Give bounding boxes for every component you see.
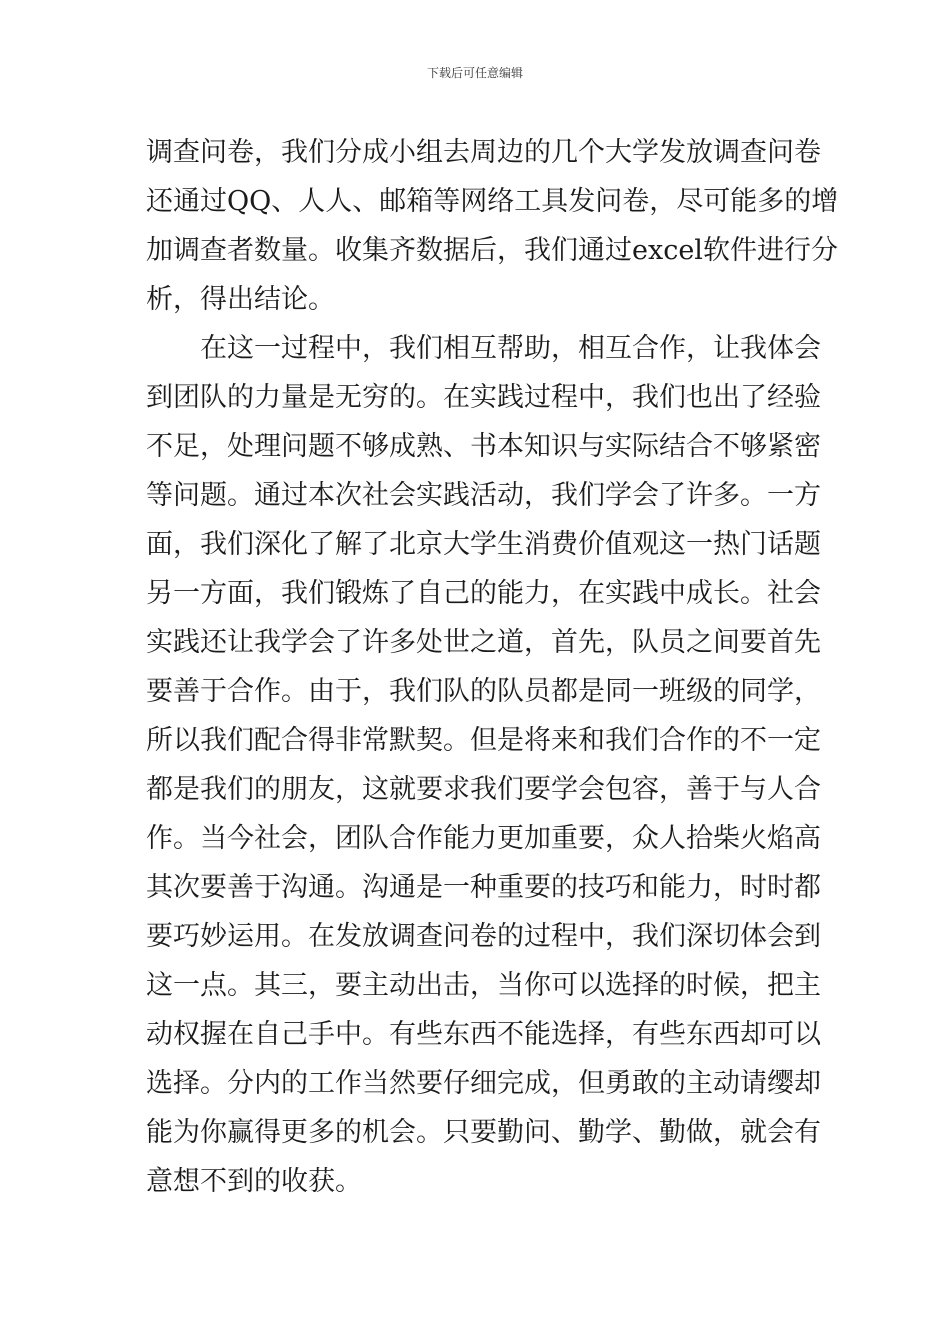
text-line: 调查问卷，我们分成小组去周边的几个大学发放调查问卷	[146, 137, 821, 168]
text-line: 面，我们深化了解了北京大学生消费价值观这一热门话题	[146, 529, 821, 560]
text-line: 到团队的力量是无穷的。在实践过程中，我们也出了经验	[146, 382, 821, 413]
text-line: 加调查者数量。收集齐数据后，我们通过excel软件进行分	[146, 235, 838, 266]
text-line: 析，得出结论。	[146, 284, 335, 315]
text-line: 其次要善于沟通。沟通是一种重要的技巧和能力，时时都	[146, 872, 821, 903]
paragraph-2	[146, 324, 821, 1206]
text-line: 要善于合作。由于，我们队的队员都是同一班级的同学，	[146, 676, 821, 707]
header-note: 下载后可任意编辑	[426, 66, 523, 80]
text-line: 等问题。通过本次社会实践活动，我们学会了许多。一方	[146, 480, 821, 511]
text-line: 不足，处理问题不够成熟、书本知识与实际结合不够紧密	[146, 431, 821, 462]
text-line: 都是我们的朋友，这就要求我们要学会包容，善于与人合	[146, 774, 821, 805]
text-line: 动权握在自己手中。有些东西不能选择，有些东西却可以	[146, 1019, 821, 1050]
text-line: 作。当今社会，团队合作能力更加重要，众人拾柴火焰高	[146, 823, 821, 854]
text-line: 实践还让我学会了许多处世之道，首先，队员之间要首先	[146, 627, 821, 658]
body-text	[146, 128, 839, 1206]
text-line: 所以我们配合得非常默契。但是将来和我们合作的不一定	[146, 725, 821, 756]
text-line: 还通过QQ、人人、邮箱等网络工具发问卷，尽可能多的增	[146, 186, 839, 217]
text-line: 意想不到的收获。	[146, 1166, 362, 1197]
text-line: 要巧妙运用。在发放调查问卷的过程中，我们深切体会到	[146, 921, 821, 952]
text-line: 能为你赢得更多的机会。只要勤问、勤学、勤做，就会有	[146, 1117, 821, 1148]
text-line: 在这一过程中，我们相互帮助，相互合作，让我体会	[200, 333, 821, 364]
paragraph-1	[146, 128, 839, 324]
text-line: 选择。分内的工作当然要仔细完成，但勇敢的主动请缨却	[146, 1068, 821, 1099]
text-line: 另一方面，我们锻炼了自己的能力，在实践中成长。社会	[146, 578, 821, 609]
text-line: 这一点。其三，要主动出击，当你可以选择的时候，把主	[146, 970, 821, 1001]
